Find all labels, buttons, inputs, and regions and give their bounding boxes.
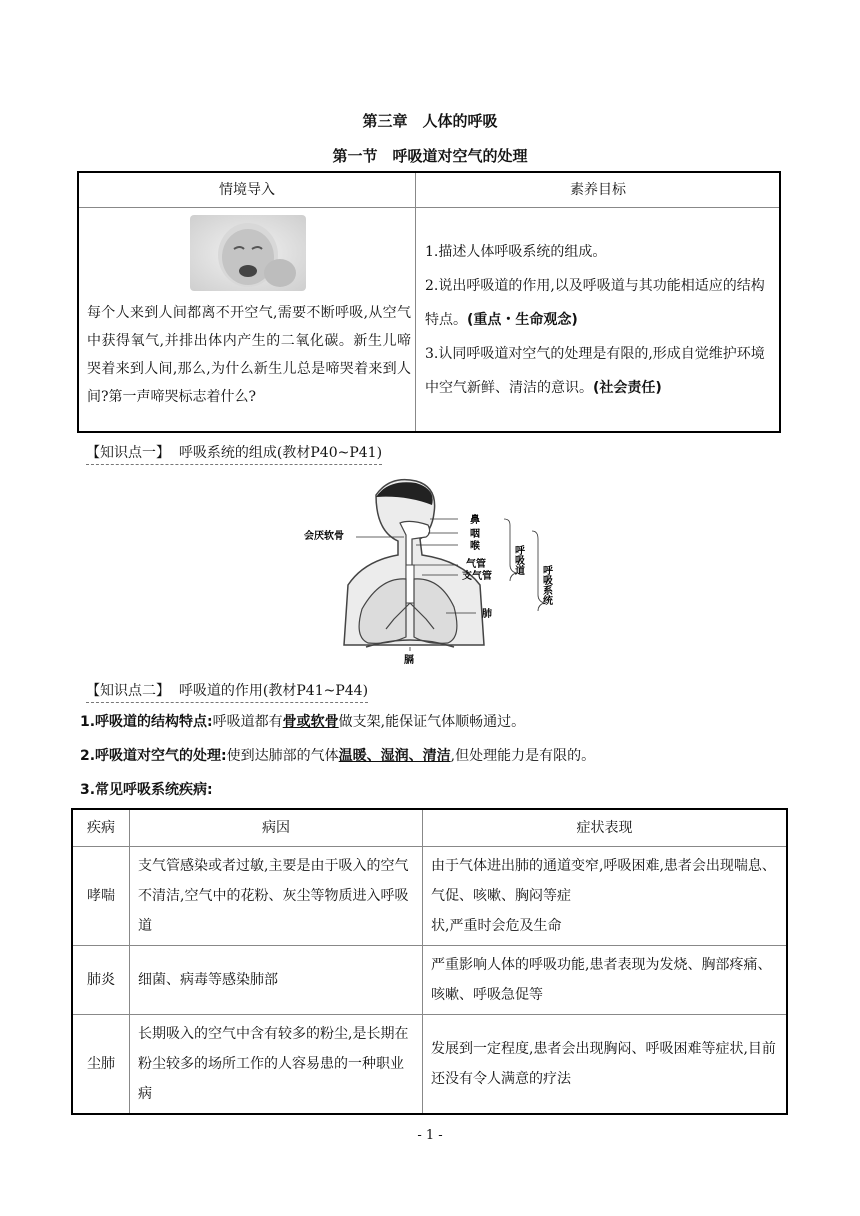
- kp-title-text: 呼吸道的作用(教材P41~P44): [178, 683, 369, 699]
- point-label: 3.常见呼吸系统疾病:: [80, 782, 213, 798]
- disease-table: [71, 808, 788, 1115]
- table-row: [72, 1015, 787, 1115]
- knowledge-point-2-title: [86, 680, 368, 703]
- goal-text: 3.认同呼吸道对空气的处理是有限的,形成自觉维护环境中空气新鲜、清洁的意识。: [425, 346, 765, 396]
- label-bronchi: 支气管: [462, 571, 492, 582]
- label-lung: 肺: [482, 609, 492, 620]
- header-symptom: 症状表现: [423, 809, 788, 847]
- chapter-title: 第三章 人体的呼吸: [362, 112, 498, 130]
- point-diseases: [80, 779, 213, 799]
- section-title: 第一节 呼吸道对空气的处理: [332, 147, 528, 165]
- point-air-processing: [80, 745, 595, 765]
- point-label: 1.呼吸道的结构特点:: [80, 714, 213, 730]
- symptom-text: 由于气体进出肺的通道变窄,呼吸困难,患者会出现喘息、气促、咳嗽、胸闷等症: [431, 858, 776, 904]
- disease-symptom: 严重影响人体的呼吸功能,患者表现为发烧、胸部疼痛、咳嗽、呼吸急促等: [423, 946, 788, 1015]
- label-respiratory-system: 呼吸系统: [540, 565, 552, 605]
- kp-tag: 【知识点二】: [86, 683, 170, 699]
- label-nose: 鼻: [470, 515, 480, 526]
- respiratory-system-diagram: [296, 475, 566, 665]
- scenario-header: 情境导入: [219, 182, 275, 198]
- disease-name: 肺炎: [72, 946, 130, 1015]
- table-header-row: [72, 809, 787, 847]
- label-larynx: 喉: [470, 541, 480, 552]
- kp-tag: 【知识点一】: [86, 445, 170, 461]
- table-divider: [415, 173, 416, 431]
- knowledge-point-1-title: [86, 442, 382, 465]
- kp-title-text: 呼吸系统的组成(教材P40~P41): [178, 445, 383, 461]
- disease-name: 尘肺: [72, 1015, 130, 1115]
- goal-text: 1.描述人体呼吸系统的组成。: [425, 244, 607, 260]
- point-emphasis: 骨或软骨: [282, 714, 339, 730]
- goal-tag: (社会责任): [593, 380, 662, 396]
- goal-text: 2.说出呼吸道的作用,以及呼吸道与其功能相适应的结构特点。: [425, 278, 765, 328]
- scenario-text: 每个人来到人间都离不开空气,需要不断呼吸,从空气中获得氧气,并排出体内产生的二氧化碳。新生儿啼哭着来到人间,那么,为什么新生儿总是啼哭着来到人间?第一声啼哭标志着什么?: [87, 305, 411, 405]
- point-structure: [80, 711, 525, 731]
- table-divider: [79, 207, 779, 208]
- table-row: [72, 847, 787, 946]
- goal-tag: (重点・生命观念): [467, 312, 578, 328]
- disease-cause: 细菌、病毒等感染肺部: [130, 946, 423, 1015]
- crying-baby-photo: [190, 215, 306, 291]
- disease-symptom: 发展到一定程度,患者会出现胸闷、呼吸困难等症状,目前还没有令人满意的疗法: [423, 1015, 788, 1115]
- label-epiglottis: 会厌软骨: [304, 531, 344, 542]
- label-trachea: 气管: [466, 559, 486, 570]
- label-pharynx: 咽: [470, 529, 480, 540]
- table-row: [72, 946, 787, 1015]
- label-airway: 呼吸道: [512, 545, 524, 575]
- label-diaphragm: 膈: [404, 655, 414, 665]
- disease-cause: 支气管感染或者过敏,主要是由于吸入的空气不清洁,空气中的花粉、灰尘等物质进入呼吸道: [130, 847, 423, 946]
- point-text: 呼吸道都有: [212, 714, 283, 730]
- point-label: 2.呼吸道对空气的处理:: [80, 748, 227, 764]
- goal-item: [425, 269, 775, 337]
- point-text: 使到达肺部的气体: [226, 748, 339, 764]
- point-text: ,但处理能力是有限的。: [450, 748, 596, 764]
- goals-list: [425, 235, 775, 405]
- point-text: 做支架,能保证气体顺畅通过。: [338, 714, 526, 730]
- goal-item: [425, 337, 775, 405]
- disease-cause: 长期吸入的空气中含有较多的粉尘,是长期在粉尘较多的场所工作的人容易患的一种职业病: [130, 1015, 423, 1115]
- symptom-text: 状,严重时会危及生命: [431, 918, 562, 934]
- goals-header: 素养目标: [570, 182, 626, 198]
- header-cause: 病因: [130, 809, 423, 847]
- intro-table: [77, 171, 781, 433]
- header-disease: 疾病: [72, 809, 130, 847]
- goal-item: [425, 235, 775, 269]
- page-number: - 1 -: [417, 1128, 443, 1143]
- disease-symptom: [423, 847, 788, 946]
- point-emphasis: 温暖、湿润、清洁: [338, 748, 451, 764]
- disease-name: 哮喘: [72, 847, 130, 946]
